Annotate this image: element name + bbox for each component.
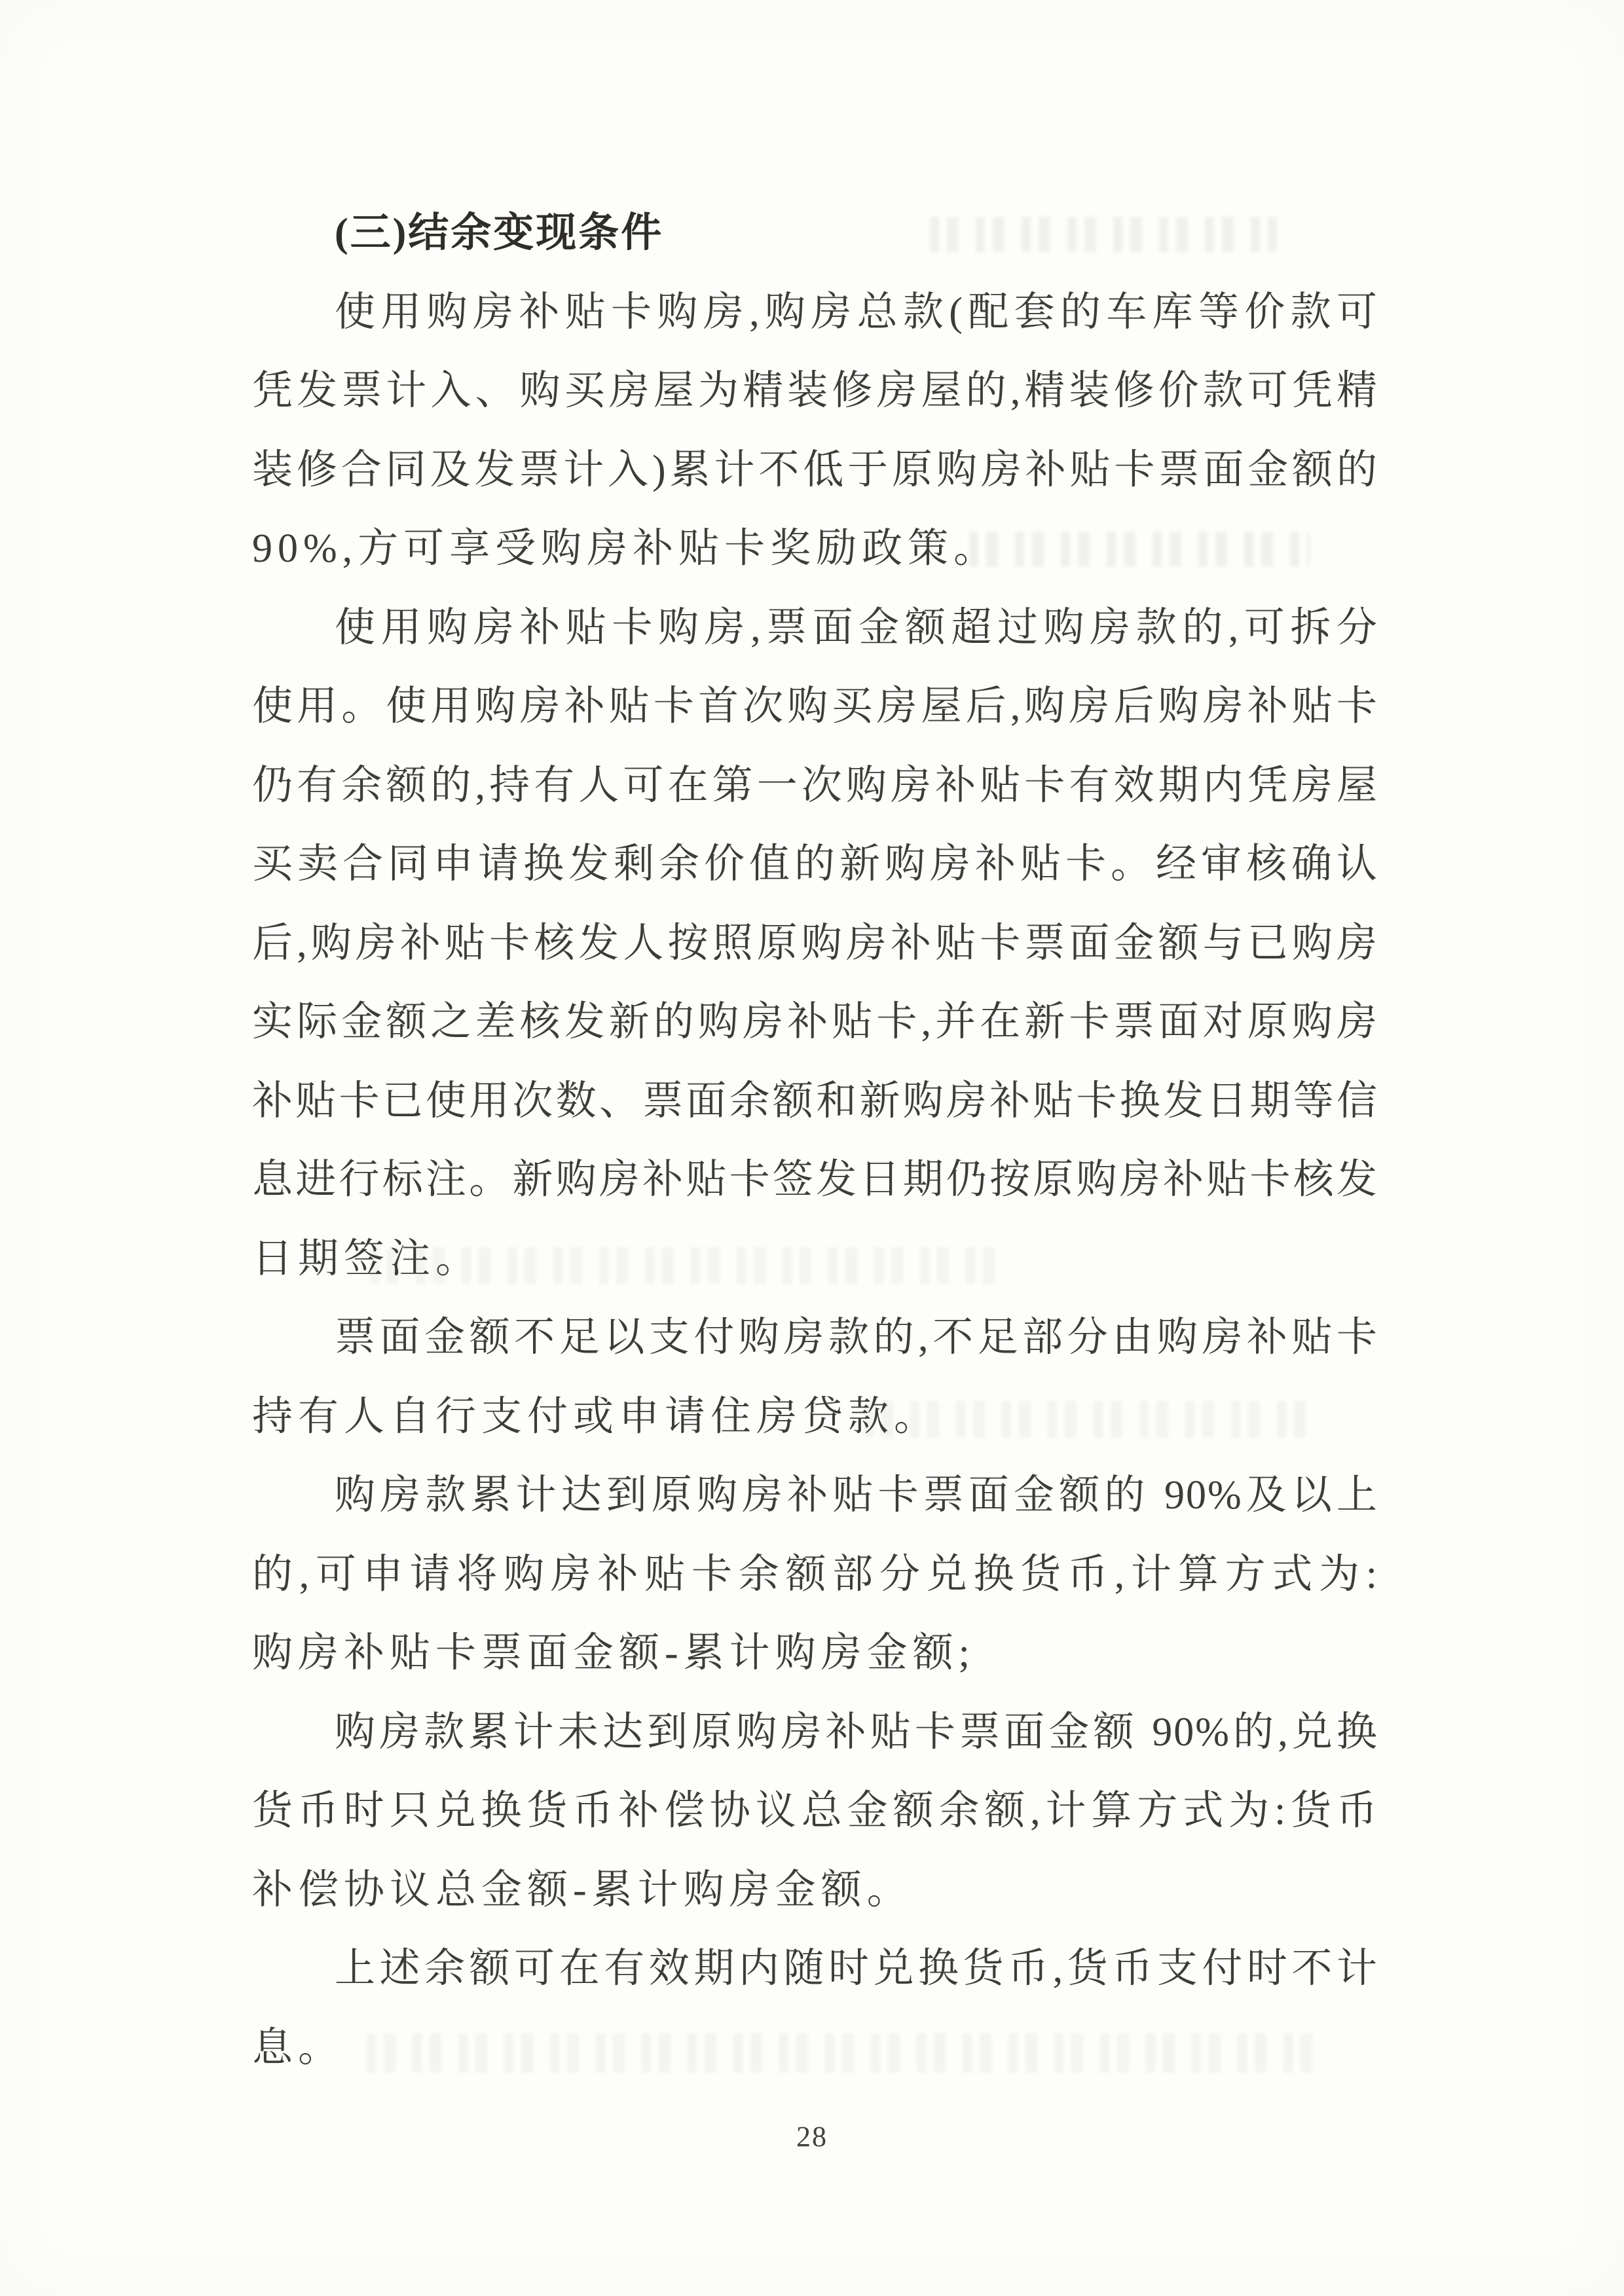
text-line: 使用购房补贴卡购房,购房总款(配套的车库等价款可 bbox=[335, 289, 1378, 335]
text-line: 购房款累计达到原购房补贴卡票面金额的 90%及以上 bbox=[335, 1473, 1378, 1518]
text-line: 仍有余额的,持有人可在第一次购房补贴卡有效期内凭房屋 bbox=[252, 763, 1378, 808]
text-line: 凭发票计入、购买房屋为精装修房屋的,精装修价款可凭精 bbox=[252, 369, 1378, 413]
text-line: 补偿协议总金额-累计购房金额。 bbox=[252, 1867, 913, 1912]
text-line: 持有人自行支付或申请住房贷款。 bbox=[252, 1394, 940, 1439]
text-line: 实际金额之差核发新的购房补贴卡,并在新卡票面对原购房 bbox=[252, 1000, 1378, 1044]
text-line: 后,购房补贴卡核发人按照原购房补贴卡票面金额与已购房 bbox=[252, 920, 1378, 966]
text-line: 90%,方可享受购房补贴卡奖励政策。 bbox=[252, 526, 1000, 571]
text-line: 使用。使用购房补贴卡首次购买房屋后,购房后购房补贴卡 bbox=[252, 684, 1378, 729]
text-line: 使用购房补贴卡购房,票面金额超过购房款的,可拆分 bbox=[335, 605, 1378, 650]
text-line: 的,可申请将购房补贴卡余额部分兑换货币,计算方式为: bbox=[252, 1552, 1378, 1597]
text-line: 息。 bbox=[252, 2025, 344, 2070]
section-heading: (三)结余变现条件 bbox=[335, 211, 664, 255]
text-line: 货币时只兑换货币补偿协议总金额余额,计算方式为:货币 bbox=[252, 1789, 1378, 1833]
text-line: 上述余额可在有效期内随时兑换货币,货币支付时不计 bbox=[335, 1946, 1378, 1991]
page-number: 28 bbox=[796, 2121, 828, 2153]
text-line: 补贴卡已使用次数、票面余额和新购房补贴卡换发日期等信 bbox=[252, 1078, 1378, 1123]
document-body bbox=[252, 194, 1378, 2087]
text-line: 购房补贴卡票面金额-累计购房金额; bbox=[252, 1631, 975, 1675]
text-line: 日期签注。 bbox=[252, 1236, 482, 1281]
text-line: 装修合同及发票计入)累计不低于原购房补贴卡票面金额的 bbox=[252, 447, 1378, 492]
text-line: 买卖合同申请换发剩余价值的新购房补贴卡。经审核确认 bbox=[252, 842, 1378, 886]
text-line: 息进行标注。新购房补贴卡签发日期仍按原购房补贴卡核发 bbox=[252, 1157, 1378, 1202]
text-line: 票面金额不足以支付购房款的,不足部分由购房补贴卡 bbox=[335, 1315, 1378, 1360]
text-line: 购房款累计未达到原购房补贴卡票面金额 90%的,兑换 bbox=[335, 1709, 1378, 1755]
